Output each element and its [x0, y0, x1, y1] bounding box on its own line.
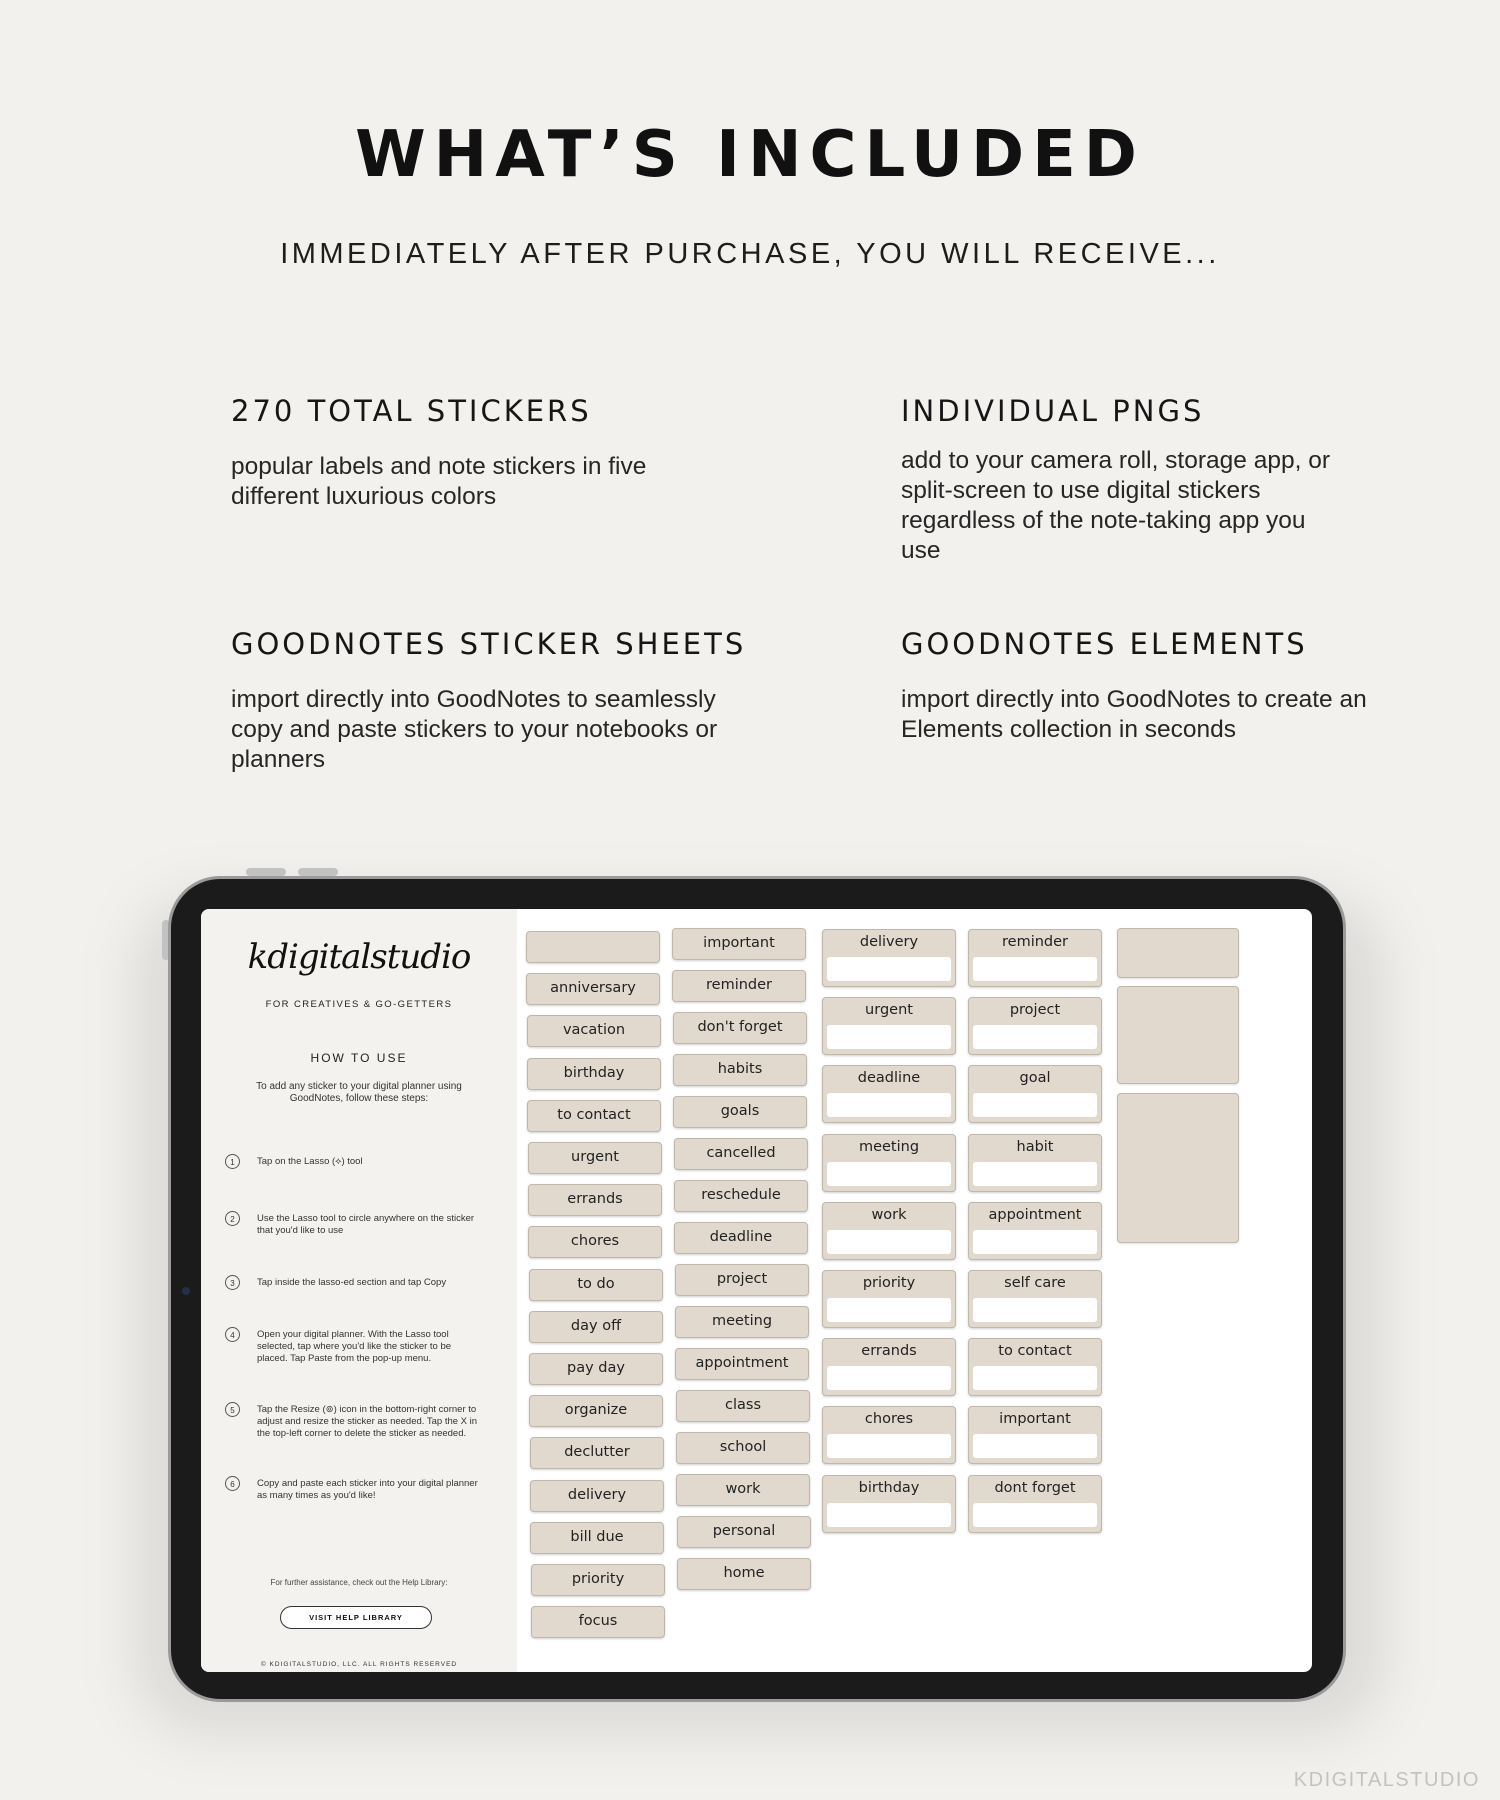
step-text: Tap inside the lasso-ed section and tap Copy [257, 1277, 447, 1288]
note-sticker-writing-area [973, 1230, 1097, 1254]
note-sticker-writing-area [973, 1025, 1097, 1049]
label-sticker[interactable]: to contact [527, 1100, 661, 1132]
note-sticker[interactable] [968, 1338, 1102, 1396]
step-number: 1 [225, 1154, 240, 1169]
note-sticker-label: goal [1019, 1070, 1051, 1086]
note-sticker-label: meeting [858, 1139, 920, 1155]
note-sticker-writing-area [827, 1503, 951, 1527]
label-sticker[interactable]: personal [677, 1516, 811, 1548]
note-sticker-label: appointment [988, 1207, 1082, 1223]
note-sticker-label: to contact [998, 1343, 1072, 1359]
feature-individual-pngs [901, 394, 1461, 566]
step-text: Use the Lasso tool to circle anywhere on the sticker that you'd like to use [257, 1213, 475, 1236]
step-text: Open your digital planner. With the Lasso tool selected, tap where you'd like the sticker to be placed. Tap Paste from the pop-up menu. [257, 1329, 452, 1364]
step-text: Tap on the Lasso (⟡) tool [257, 1156, 363, 1167]
feature-title: GOODNOTES ELEMENTS [901, 627, 1308, 661]
note-sticker-label: deadline [857, 1070, 921, 1086]
camera-dot [182, 1287, 190, 1295]
note-sticker-label: urgent [865, 1002, 913, 1018]
note-sticker-writing-area [827, 1434, 951, 1458]
label-sticker[interactable]: pay day [529, 1353, 663, 1385]
note-sticker-label: work [871, 1207, 907, 1223]
label-sticker[interactable]: class [676, 1390, 810, 1422]
label-sticker[interactable]: important [672, 928, 806, 960]
note-sticker[interactable] [822, 1202, 956, 1260]
label-sticker[interactable]: school [676, 1432, 810, 1464]
note-sticker[interactable] [822, 997, 956, 1055]
note-sticker[interactable] [968, 1270, 1102, 1328]
feature-description: import directly into GoodNotes to create an Elements collection in seconds [901, 686, 1367, 743]
note-sticker-writing-area [827, 957, 951, 981]
label-sticker[interactable]: focus [531, 1606, 665, 1638]
note-sticker-label: reminder [1002, 934, 1068, 950]
note-sticker[interactable] [822, 1065, 956, 1123]
note-sticker[interactable] [822, 1270, 956, 1328]
tablet-volume-button [298, 868, 338, 876]
brand-tagline: FOR CREATIVES & GO-GETTERS [265, 999, 453, 1010]
note-sticker-writing-area [827, 1093, 951, 1117]
note-sticker[interactable] [968, 1202, 1102, 1260]
label-sticker[interactable]: work [676, 1474, 810, 1506]
label-sticker[interactable]: appointment [675, 1348, 809, 1380]
blank-sticker-medium[interactable] [1117, 986, 1239, 1084]
copyright-text: © KDIGITALSTUDIO, LLC. ALL RIGHTS RESERVED [260, 1661, 458, 1668]
label-sticker[interactable]: day off [529, 1311, 663, 1343]
note-sticker-writing-area [827, 1366, 951, 1390]
feature-goodnotes-sticker-sheets [231, 627, 791, 775]
label-sticker[interactable]: urgent [528, 1142, 662, 1174]
brand-logo: kdigitalstudio [247, 937, 471, 977]
note-sticker-label: dont forget [994, 1480, 1076, 1496]
note-sticker-writing-area [827, 1230, 951, 1254]
note-sticker-writing-area [973, 1503, 1097, 1527]
note-sticker[interactable] [822, 1475, 956, 1533]
note-sticker-writing-area [973, 1162, 1097, 1186]
visit-help-library-button[interactable]: VISIT HELP LIBRARY [280, 1606, 432, 1629]
step-number: 6 [225, 1476, 240, 1491]
note-sticker[interactable] [822, 929, 956, 987]
tablet-volume-button [246, 868, 286, 876]
watermark: KDIGITALSTUDIO [1293, 1769, 1480, 1791]
step-number: 3 [225, 1275, 240, 1290]
feature-title: INDIVIDUAL PNGS [901, 394, 1205, 428]
label-sticker[interactable]: reschedule [674, 1180, 808, 1212]
label-sticker[interactable]: home [677, 1558, 811, 1590]
step-text: Copy and paste each sticker into your digital planner as many times as you'd like! [257, 1478, 478, 1501]
label-sticker[interactable]: to do [529, 1269, 663, 1301]
feature-title: GOODNOTES STICKER SHEETS [231, 627, 747, 661]
note-sticker[interactable] [822, 1338, 956, 1396]
note-sticker-writing-area [973, 1366, 1097, 1390]
label-sticker[interactable]: birthday [527, 1058, 661, 1090]
feature-description: add to your camera roll, storage app, or split-screen to use digital stickers regardless of the note-taking app you use [901, 447, 1330, 564]
note-sticker-label: errands [861, 1343, 917, 1359]
label-sticker[interactable]: goals [673, 1096, 807, 1128]
instructions-panel [201, 909, 517, 1672]
note-sticker-writing-area [973, 1298, 1097, 1322]
note-sticker-writing-area [973, 957, 1097, 981]
note-sticker-label: important [999, 1411, 1071, 1427]
label-sticker[interactable]: anniversary [526, 973, 660, 1005]
assistance-text: For further assistance, check out the Help Library: [270, 1578, 448, 1587]
note-sticker-writing-area [827, 1298, 951, 1322]
blank-sticker-small[interactable] [1117, 928, 1239, 978]
note-sticker-label: project [1009, 1002, 1061, 1018]
note-sticker-writing-area [973, 1434, 1097, 1458]
note-sticker[interactable] [822, 1406, 956, 1464]
note-sticker[interactable] [968, 1065, 1102, 1123]
label-sticker[interactable]: errands [528, 1184, 662, 1216]
label-sticker[interactable]: reminder [672, 970, 806, 1002]
how-to-intro: To add any sticker to your digital planner using GoodNotes, follow these steps: [256, 1081, 462, 1104]
label-sticker[interactable]: project [675, 1264, 809, 1296]
feature-description: popular labels and note stickers in five different luxurious colors [231, 453, 647, 510]
label-sticker[interactable]: meeting [675, 1306, 809, 1338]
label-sticker[interactable]: bill due [530, 1522, 664, 1554]
note-sticker-writing-area [827, 1025, 951, 1049]
note-sticker-writing-area [827, 1162, 951, 1186]
note-sticker[interactable] [968, 1406, 1102, 1464]
note-sticker[interactable] [968, 1475, 1102, 1533]
label-sticker[interactable] [526, 931, 660, 963]
tablet-device [168, 876, 1346, 1702]
step-number: 4 [225, 1327, 240, 1342]
label-sticker[interactable]: priority [531, 1564, 665, 1596]
step-text: Tap the Resize (⊚) icon in the bottom-right corner to adjust and resize the sticker as needed. Tap the X in the top-left corner to delete the sticker as needed. [257, 1404, 478, 1439]
label-sticker[interactable]: chores [528, 1226, 662, 1258]
note-sticker-label: self care [1004, 1275, 1066, 1291]
note-sticker[interactable] [968, 997, 1102, 1055]
page-title: WHAT’S INCLUDED [355, 118, 1145, 192]
label-sticker[interactable]: cancelled [674, 1138, 808, 1170]
label-sticker[interactable]: delivery [530, 1480, 664, 1512]
note-sticker-label: habit [1016, 1139, 1054, 1155]
blank-sticker-large[interactable] [1117, 1093, 1239, 1243]
step-number: 5 [225, 1402, 240, 1417]
label-sticker[interactable]: don't forget [673, 1012, 807, 1044]
label-sticker[interactable]: habits [673, 1054, 807, 1086]
note-sticker[interactable] [968, 929, 1102, 987]
note-sticker-label: priority [862, 1275, 916, 1291]
label-sticker[interactable]: organize [529, 1395, 663, 1427]
feature-goodnotes-elements [901, 627, 1461, 745]
feature-total-stickers [231, 394, 791, 512]
note-sticker-writing-area [973, 1093, 1097, 1117]
feature-title: 270 TOTAL STICKERS [231, 394, 592, 428]
how-to-title: HOW TO USE [310, 1051, 408, 1065]
note-sticker-label: delivery [859, 934, 919, 950]
tablet-screen [201, 909, 1312, 1672]
note-sticker[interactable] [822, 1134, 956, 1192]
step-number: 2 [225, 1211, 240, 1226]
page-subtitle: IMMEDIATELY AFTER PURCHASE, YOU WILL RECEIVE... [280, 238, 1220, 270]
label-sticker[interactable]: deadline [674, 1222, 808, 1254]
label-sticker[interactable]: declutter [530, 1437, 664, 1469]
note-sticker-label: chores [864, 1411, 914, 1427]
note-sticker[interactable] [968, 1134, 1102, 1192]
note-sticker-label: birthday [858, 1480, 920, 1496]
label-sticker[interactable]: vacation [527, 1015, 661, 1047]
feature-description: import directly into GoodNotes to seamlessly copy and paste stickers to your notebooks or planners [231, 686, 718, 773]
